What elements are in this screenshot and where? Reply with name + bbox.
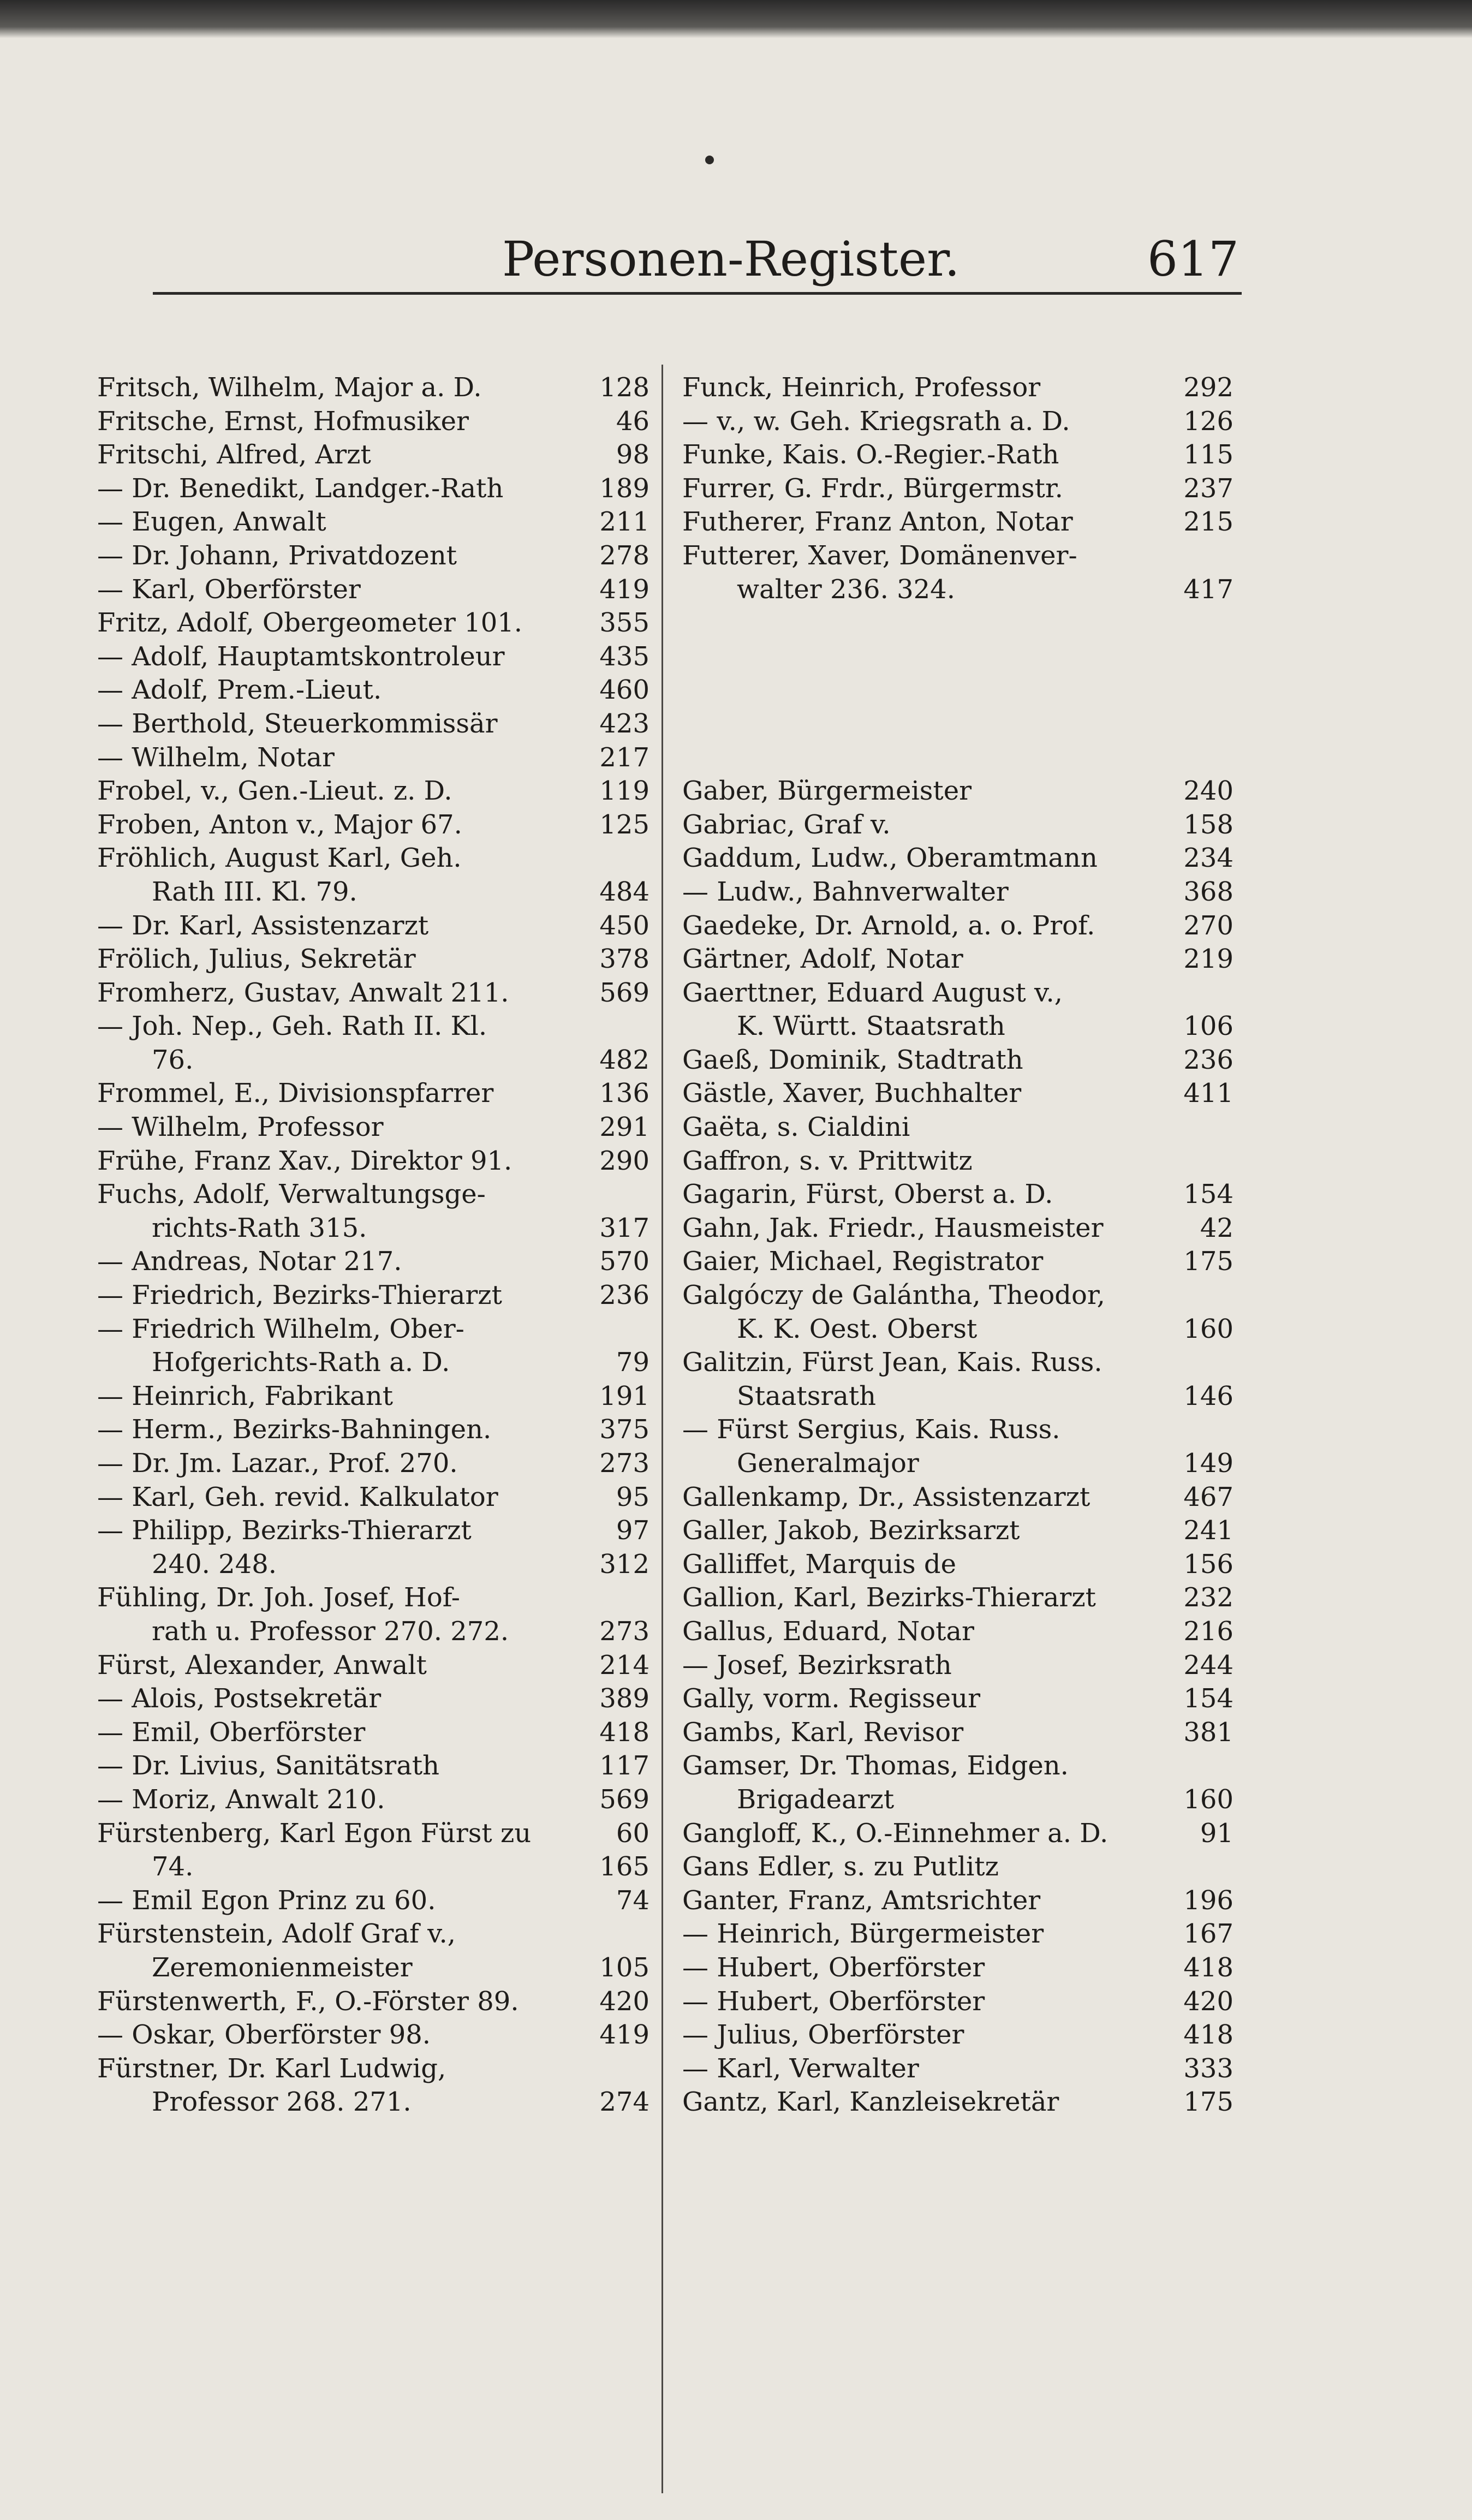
entry-text: — Dr. Johann, Privatdozent [97,540,457,571]
entry-page-ref: 484 [599,876,649,907]
entry-page-ref: 569 [599,1784,649,1815]
entry-text: Futterer, Xaver, Domänenver- [682,540,1077,571]
entry-text: Galgóczy de Galántha, Theodor, [682,1280,1105,1311]
register-entry [682,674,1233,707]
entry-page-ref: 420 [1183,1986,1233,2017]
entry-text: — Josef, Bezirksrath [682,1649,952,1681]
entry-text: — Joh. Nep., Geh. Rath II. Kl. [97,1011,487,1042]
entry-page-ref: 191 [599,1380,649,1411]
entry-text: — Emil Egon Prinz zu 60. [97,1885,436,1916]
entry-text: Froben, Anton v., Major 67. [97,809,462,840]
entry-page-ref: 419 [599,574,649,605]
register-entry [97,1749,649,1783]
entry-page-ref: 91 [1200,1818,1233,1849]
register-entry [682,1212,1233,1246]
page-title: Personen-Register. [502,231,960,287]
entry-page-ref: 98 [616,439,649,470]
entry-page-ref: 274 [599,2087,649,2118]
entry-text: richts-Rath 315. [152,1212,367,1243]
entry-text: Fürstner, Dr. Karl Ludwig, [97,2053,446,2084]
entry-page-ref: 418 [1183,2019,1233,2051]
entry-page-ref: 146 [1183,1380,1233,1411]
entry-text: Brigadearzt [737,1784,895,1815]
register-entry [97,1245,649,1279]
register-entry [97,1279,649,1313]
register-entry [682,539,1233,573]
entry-page-ref: 156 [1183,1548,1233,1580]
register-entry [682,1850,1233,1884]
entry-text: Gamser, Dr. Thomas, Eidgen. [682,1750,1069,1782]
register-entry [682,707,1233,741]
register-entry [97,1111,649,1145]
register-entry [97,842,649,875]
entry-text: Galitzin, Fürst Jean, Kais. Russ. [682,1347,1102,1378]
register-entry [682,1044,1233,1077]
entry-text: Funke, Kais. O.-Regier.-Rath [682,439,1059,470]
register-entry [97,1817,649,1851]
entry-text: Frölich, Julius, Sekretär [97,944,416,975]
entry-text: Fritz, Adolf, Obergeometer 101. [97,607,523,639]
register-entry [97,1212,649,1246]
entry-page-ref: 333 [1183,2053,1233,2084]
entry-text: — Adolf, Prem.-Lieut. [97,675,382,706]
register-entry [682,943,1233,976]
register-entry [682,405,1233,439]
entry-text: Frobel, v., Gen.-Lieut. z. D. [97,776,452,807]
entry-text: — Dr. Livius, Sanitätsrath [97,1750,440,1782]
entry-text: Gaëta, s. Cialdini [682,1112,910,1143]
register-entry [97,1716,649,1750]
entry-text: Gans Edler, s. zu Putlitz [682,1851,999,1882]
register-entry [97,1145,649,1178]
register-entry [97,1178,649,1212]
register-entry [682,1313,1233,1347]
register-entry [682,1817,1233,1851]
register-entry [682,1145,1233,1178]
entry-page-ref: 236 [599,1280,649,1311]
register-entry [97,539,649,573]
entry-page-ref: 74 [616,1885,649,1916]
entry-page-ref: 189 [599,473,649,504]
register-entry [682,1010,1233,1044]
register-entry [97,875,649,909]
entry-text: — Emil, Oberförster [97,1717,366,1748]
register-entry [97,2018,649,2052]
entry-text: — Alois, Postsekretär [97,1683,382,1714]
register-entry [97,438,649,472]
entry-page-ref: 175 [1183,1246,1233,1277]
register-entry [97,1682,649,1716]
register-entry [97,808,649,842]
entry-text: Furrer, G. Frdr., Bürgermstr. [682,473,1063,504]
register-entry [682,1481,1233,1515]
entry-text: Zeremonienmeister [152,1952,413,1983]
register-entry [97,741,649,775]
entry-page-ref: 211 [599,507,649,538]
register-entry [97,1615,649,1649]
entry-text: — Oskar, Oberförster 98. [97,2019,431,2051]
entry-text: — Adolf, Hauptamtskontroleur [97,641,505,672]
entry-text: Funck, Heinrich, Professor [682,372,1041,403]
register-entry [682,842,1233,875]
register-entry [682,1985,1233,2019]
entry-page-ref: 234 [1183,843,1233,874]
entry-text: Gangloff, K., O.-Einnehmer a. D. [682,1818,1109,1849]
register-entry [682,1380,1233,1414]
register-entry [682,2052,1233,2086]
entry-text: — Philipp, Bezirks-Thierarzt [97,1515,472,1546]
entry-page-ref: 175 [1183,2087,1233,2118]
entry-text: 240. 248. [152,1548,277,1580]
entry-text: Frühe, Franz Xav., Direktor 91. [97,1145,512,1176]
register-entry [97,405,649,439]
register-entry [97,573,649,607]
entry-page-ref: 219 [1183,944,1233,975]
entry-text: Fuchs, Adolf, Verwaltungsge- [97,1179,486,1210]
entry-text: Galler, Jakob, Bezirksarzt [682,1515,1020,1546]
register-entry [682,438,1233,472]
page-number: 617 [1147,231,1239,287]
entry-text: Fromherz, Gustav, Anwalt 211. [97,977,509,1008]
entry-text: — Andreas, Notar 217. [97,1246,402,1277]
register-entry [682,1682,1233,1716]
register-entry [97,707,649,741]
entry-page-ref: 418 [599,1717,649,1748]
entry-page-ref: 79 [616,1347,649,1378]
entry-page-ref: 317 [599,1212,649,1243]
entry-page-ref: 154 [1183,1683,1233,1714]
register-entry [97,1985,649,2019]
entry-text: — Fürst Sergius, Kais. Russ. [682,1414,1060,1445]
entry-page-ref: 482 [599,1044,649,1075]
register-entry [682,976,1233,1010]
entry-text: Futherer, Franz Anton, Notar [682,507,1073,538]
entry-text: Gärtner, Adolf, Notar [682,944,963,975]
entry-text: — Ludw., Bahnverwalter [682,876,1009,907]
entry-text: — Wilhelm, Professor [97,1112,384,1143]
register-entry [682,505,1233,539]
entry-page-ref: 273 [599,1448,649,1479]
entry-page-ref: 237 [1183,473,1233,504]
register-entry [97,943,649,976]
entry-page-ref: 60 [616,1818,649,1849]
register-entry [682,606,1233,640]
entry-page-ref: 418 [1183,1952,1233,1983]
entry-text: — Julius, Oberförster [682,2019,964,2051]
entry-page-ref: 292 [1183,372,1233,403]
entry-page-ref: 196 [1183,1885,1233,1916]
entry-page-ref: 46 [616,406,649,437]
register-entry [97,472,649,506]
entry-text: Rath III. Kl. 79. [152,876,357,907]
entry-page-ref: 450 [599,910,649,941]
column-divider [661,365,663,2493]
entry-page-ref: 165 [599,1851,649,1882]
entry-page-ref: 435 [599,641,649,672]
register-entry [682,1413,1233,1447]
entry-text: Ganter, Franz, Amtsrichter [682,1885,1041,1916]
entry-page-ref: 136 [599,1078,649,1109]
register-entry [97,1380,649,1414]
register-entry [682,1649,1233,1683]
entry-text: K. Württ. Staatsrath [737,1011,1005,1042]
entry-text: Gaddum, Ludw., Oberamtmann [682,843,1098,874]
entry-page-ref: 160 [1183,1313,1233,1344]
register-entry [97,1884,649,1918]
register-entry [682,1783,1233,1817]
entry-text: Fühling, Dr. Joh. Josef, Hof- [97,1582,461,1613]
entry-text: — v., w. Geh. Kriegsrath a. D. [682,406,1070,437]
entry-page-ref: 381 [1183,1717,1233,1748]
entry-text: Frommel, E., Divisionspfarrer [97,1078,494,1109]
entry-page-ref: 273 [599,1616,649,1647]
register-entry [682,1615,1233,1649]
register-entry [97,775,649,808]
register-entry [682,741,1233,775]
entry-page-ref: 119 [599,776,649,807]
entry-text: Gaeß, Dominik, Stadtrath [682,1044,1023,1075]
register-entry [682,1111,1233,1145]
register-entry [682,1245,1233,1279]
entry-page-ref: 460 [599,675,649,706]
entry-text: Gally, vorm. Regisseur [682,1683,981,1714]
entry-page-ref: 241 [1183,1515,1233,1546]
entry-text: Gallus, Eduard, Notar [682,1616,974,1647]
register-entry [97,1413,649,1447]
entry-page-ref: 355 [599,607,649,639]
register-entry [97,1313,649,1347]
register-entry [97,1346,649,1380]
entry-text: — Karl, Verwalter [682,2053,919,2084]
register-entry [682,775,1233,808]
register-entry [682,1346,1233,1380]
entry-text: — Friedrich Wilhelm, Ober- [97,1313,464,1344]
entry-page-ref: 167 [1183,1919,1233,1950]
left-column [97,371,649,2119]
register-entry [682,875,1233,909]
entry-text: Galliffet, Marquis de [682,1548,957,1580]
entry-text: — Friedrich, Bezirks-Thierarzt [97,1280,502,1311]
entry-text: Gambs, Karl, Revisor [682,1717,964,1748]
entry-text: — Dr. Benedikt, Landger.-Rath [97,473,504,504]
register-entry [682,1514,1233,1548]
entry-text: — Dr. Karl, Assistenzarzt [97,910,429,941]
entry-page-ref: 232 [1183,1582,1233,1613]
entry-text: Fürst, Alexander, Anwalt [97,1649,427,1681]
entry-text: 74. [152,1851,194,1882]
entry-page-ref: 569 [599,977,649,1008]
register-entry [97,2086,649,2119]
register-entry [682,1548,1233,1582]
register-entry [97,1010,649,1044]
entry-page-ref: 154 [1183,1179,1233,1210]
scan-top-edge [0,0,1472,38]
register-entry [97,505,649,539]
entry-page-ref: 42 [1200,1212,1233,1243]
register-entry [97,1077,649,1111]
register-entry [682,909,1233,943]
entry-page-ref: 419 [599,2019,649,2051]
entry-text: — Dr. Jm. Lazar., Prof. 270. [97,1448,458,1479]
entry-page-ref: 97 [616,1515,649,1546]
entry-page-ref: 378 [599,944,649,975]
entry-text: Gaerttner, Eduard August v., [682,977,1063,1008]
entry-text: — Karl, Oberförster [97,574,361,605]
entry-text: Gallenkamp, Dr., Assistenzarzt [682,1481,1090,1512]
register-entry [97,1649,649,1683]
register-entry [682,1279,1233,1313]
entry-page-ref: 149 [1183,1448,1233,1479]
register-entry [682,371,1233,405]
entry-page-ref: 105 [599,1952,649,1983]
entry-text: Professor 268. 271. [152,2087,412,2118]
entry-page-ref: 368 [1183,876,1233,907]
register-entry [682,1749,1233,1783]
entry-text: Gaier, Michael, Registrator [682,1246,1044,1277]
entry-text: — Herm., Bezirks-Bahningen. [97,1414,492,1445]
entry-text: — Hubert, Oberförster [682,1986,985,2017]
register-entry [682,1077,1233,1111]
entry-text: Staatsrath [737,1380,877,1411]
entry-page-ref: 125 [599,809,649,840]
entry-page-ref: 215 [1183,507,1233,538]
entry-text: Gagarin, Fürst, Oberst a. D. [682,1179,1053,1210]
entry-text: — Eugen, Anwalt [97,507,326,538]
header-rule [153,292,1242,295]
register-entry [97,1514,649,1548]
entry-text: Fürstenstein, Adolf Graf v., [97,1919,456,1950]
register-entry [682,2086,1233,2119]
entry-text: Hofgerichts-Rath a. D. [152,1347,450,1378]
entry-page-ref: 117 [599,1750,649,1782]
entry-page-ref: 291 [599,1112,649,1143]
register-entry [97,1548,649,1582]
entry-page-ref: 158 [1183,809,1233,840]
entry-page-ref: 417 [1183,574,1233,605]
entry-page-ref: 216 [1183,1616,1233,1647]
register-entry [682,573,1233,607]
register-entry [97,909,649,943]
entry-page-ref: 217 [599,742,649,773]
entry-page-ref: 278 [599,540,649,571]
entry-page-ref: 389 [599,1683,649,1714]
entry-text: Fürstenberg, Karl Egon Fürst zu [97,1818,532,1849]
register-entry [97,1581,649,1615]
register-entry [682,1884,1233,1918]
register-entry [682,808,1233,842]
register-entry [682,1716,1233,1750]
entry-page-ref: 423 [599,708,649,739]
register-entry [97,2052,649,2086]
entry-text: — Karl, Geh. revid. Kalkulator [97,1481,498,1512]
entry-page-ref: 244 [1183,1649,1233,1681]
entry-text: Fritsche, Ernst, Hofmusiker [97,406,469,437]
entry-page-ref: 270 [1183,910,1233,941]
entry-page-ref: 115 [1183,439,1233,470]
register-entry [682,2018,1233,2052]
register-entry [682,1951,1233,1985]
register-entry [682,1178,1233,1212]
register-entry [97,976,649,1010]
register-entry [682,1917,1233,1951]
entry-page-ref: 95 [616,1481,649,1512]
ink-dot [705,156,714,164]
entry-page-ref: 160 [1183,1784,1233,1815]
entry-text: Gästle, Xaver, Buchhalter [682,1078,1022,1109]
entry-page-ref: 236 [1183,1044,1233,1075]
entry-text: — Hubert, Oberförster [682,1952,985,1983]
register-entry [97,1447,649,1481]
entry-page-ref: 214 [599,1649,649,1681]
entry-text: Gabriac, Graf v. [682,809,891,840]
entry-text: Gahn, Jak. Friedr., Hausmeister [682,1212,1104,1243]
entry-text: walter 236. 324. [737,574,955,605]
entry-text: — Berthold, Steuerkommissär [97,708,498,739]
entry-page-ref: 570 [599,1246,649,1277]
register-entry [682,472,1233,506]
register-entry [97,371,649,405]
entry-page-ref: 128 [599,372,649,403]
register-entry [97,1783,649,1817]
entry-page-ref: 312 [599,1548,649,1580]
register-entry [682,1447,1233,1481]
entry-page-ref: 106 [1183,1011,1233,1042]
entry-page-ref: 375 [599,1414,649,1445]
entry-text: Gaber, Bürgermeister [682,776,972,807]
entry-text: — Moriz, Anwalt 210. [97,1784,385,1815]
register-entry [97,1917,649,1951]
entry-text: Fröhlich, August Karl, Geh. [97,843,462,874]
entry-page-ref: 420 [599,1986,649,2017]
entry-text: Gantz, Karl, Kanzleisekretär [682,2087,1059,2118]
register-entry [682,1581,1233,1615]
entry-text: — Wilhelm, Notar [97,742,335,773]
entry-page-ref: 411 [1183,1078,1233,1109]
register-entry [97,640,649,674]
entry-text: K. K. Oest. Oberst [737,1313,978,1344]
entry-text: Fürstenwerth, F., O.-Förster 89. [97,1986,519,2017]
entry-text: Gallion, Karl, Bezirks-Thierarzt [682,1582,1096,1613]
register-entry [97,1044,649,1077]
entry-text: 76. [152,1044,194,1075]
entry-text: Fritsch, Wilhelm, Major a. D. [97,372,482,403]
entry-page-ref: 467 [1183,1481,1233,1512]
entry-text: Fritschi, Alfred, Arzt [97,439,371,470]
register-entry [97,1951,649,1985]
register-entry [97,674,649,707]
entry-text: — Heinrich, Bürgermeister [682,1919,1044,1950]
entry-page-ref: 126 [1183,406,1233,437]
entry-text: Generalmajor [737,1448,919,1479]
entry-text: — Heinrich, Fabrikant [97,1380,393,1411]
register-entry [97,606,649,640]
register-entry [682,640,1233,674]
entry-page-ref: 290 [599,1145,649,1176]
entry-page-ref: 240 [1183,776,1233,807]
entry-text: rath u. Professor 270. 272. [152,1616,509,1647]
register-entry [97,1850,649,1884]
right-column [682,371,1233,2119]
register-entry [97,1481,649,1515]
entry-text: Gaedeke, Dr. Arnold, a. o. Prof. [682,910,1095,941]
entry-text: Gaffron, s. v. Prittwitz [682,1145,973,1176]
